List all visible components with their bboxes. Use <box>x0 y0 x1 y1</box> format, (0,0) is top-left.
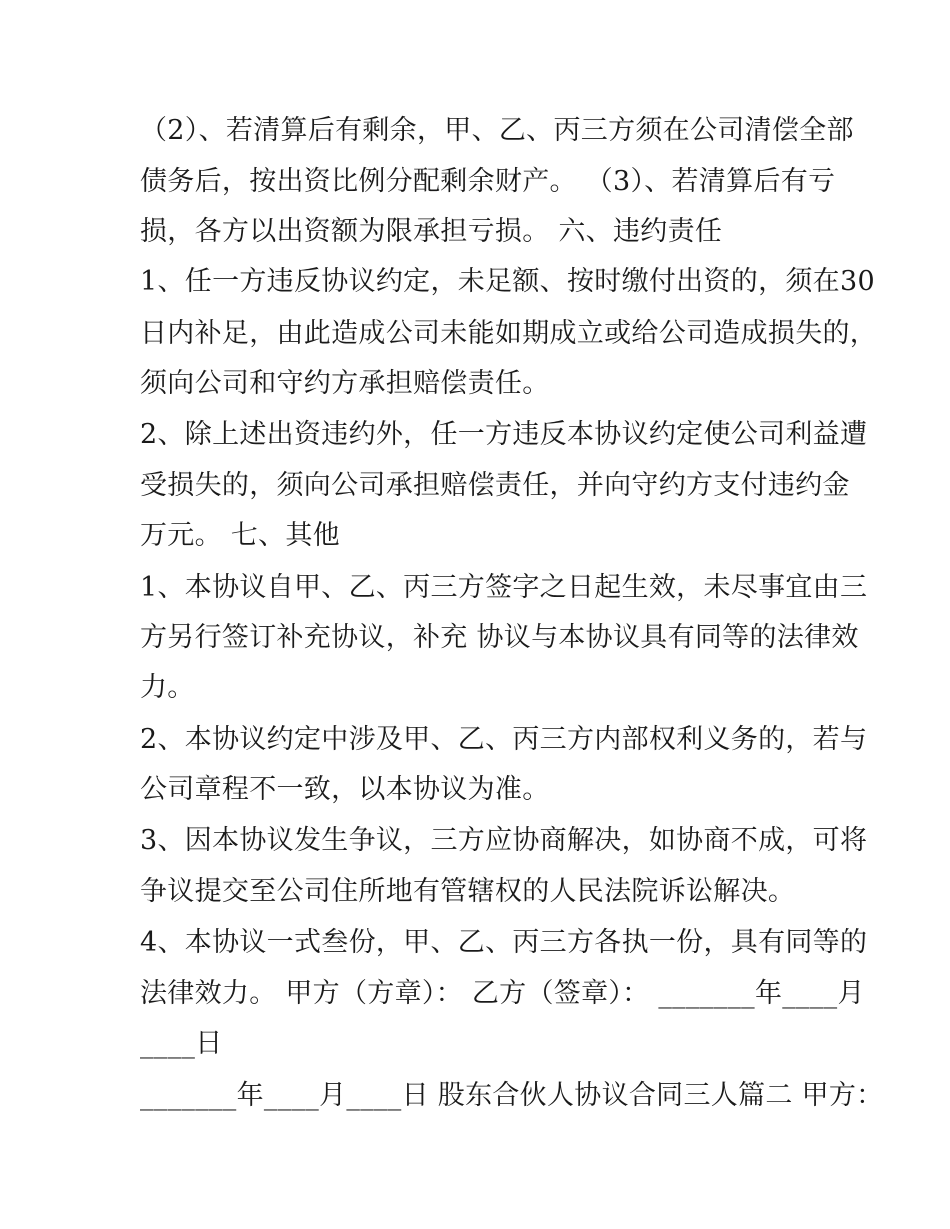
text-line: （2）、若清算后有剩余，甲、乙、丙三方须在公司清偿全部 <box>140 115 854 146</box>
text-line: 2、本协议约定中涉及甲、乙、丙三方内部权利义务的，若与 <box>140 724 868 755</box>
text-line: ____日 <box>140 1028 223 1059</box>
text-line: 损，各方以出资额为限承担亏损。 六、违约责任 <box>140 216 723 247</box>
text-line: 方另行签订补充协议，补充 协议与本协议具有同等的法律效 <box>140 622 859 653</box>
text-line: 日内补足，由此造成公司未能如期成立或给公司造成损失的， <box>140 318 878 349</box>
text-line: 4、本协议一式叁份，甲、乙、丙三方各执一份，具有同等的 <box>140 927 868 958</box>
text-line: 万元。 七、其他 <box>140 520 340 551</box>
text-line: 1、本协议自甲、乙、丙三方签字之日起生效，未尽事宜由三 <box>140 572 868 603</box>
text-line: _______年____月____日 股东合伙人协议合同三人篇二 甲方： <box>140 1080 884 1111</box>
text-line: 争议提交至公司住所地有管辖权的人民法院诉讼解决。 <box>140 876 796 907</box>
text-line: 须向公司和守约方承担赔偿责任。 <box>140 368 550 399</box>
text-line: 债务后，按出资比例分配剩余财产。 （3）、若清算后有亏 <box>140 166 836 197</box>
text-line: 法律效力。 甲方（方章）： 乙方（签章）： _______年____月 <box>140 978 865 1009</box>
text-line: 公司章程不一致，以本协议为准。 <box>140 774 550 805</box>
text-line: 3、因本协议发生争议，三方应协商解决，如协商不成，可将 <box>140 825 868 856</box>
text-line: 受损失的，须向公司承担赔偿责任，并向守约方支付违约金 <box>140 470 850 501</box>
text-line: 力。 <box>140 672 195 703</box>
text-line: 1、任一方违反协议约定，未足额、按时缴付出资的，须在30 <box>140 266 875 297</box>
text-line: 2、除上述出资违约外，任一方违反本协议约定使公司利益遭 <box>140 419 868 450</box>
